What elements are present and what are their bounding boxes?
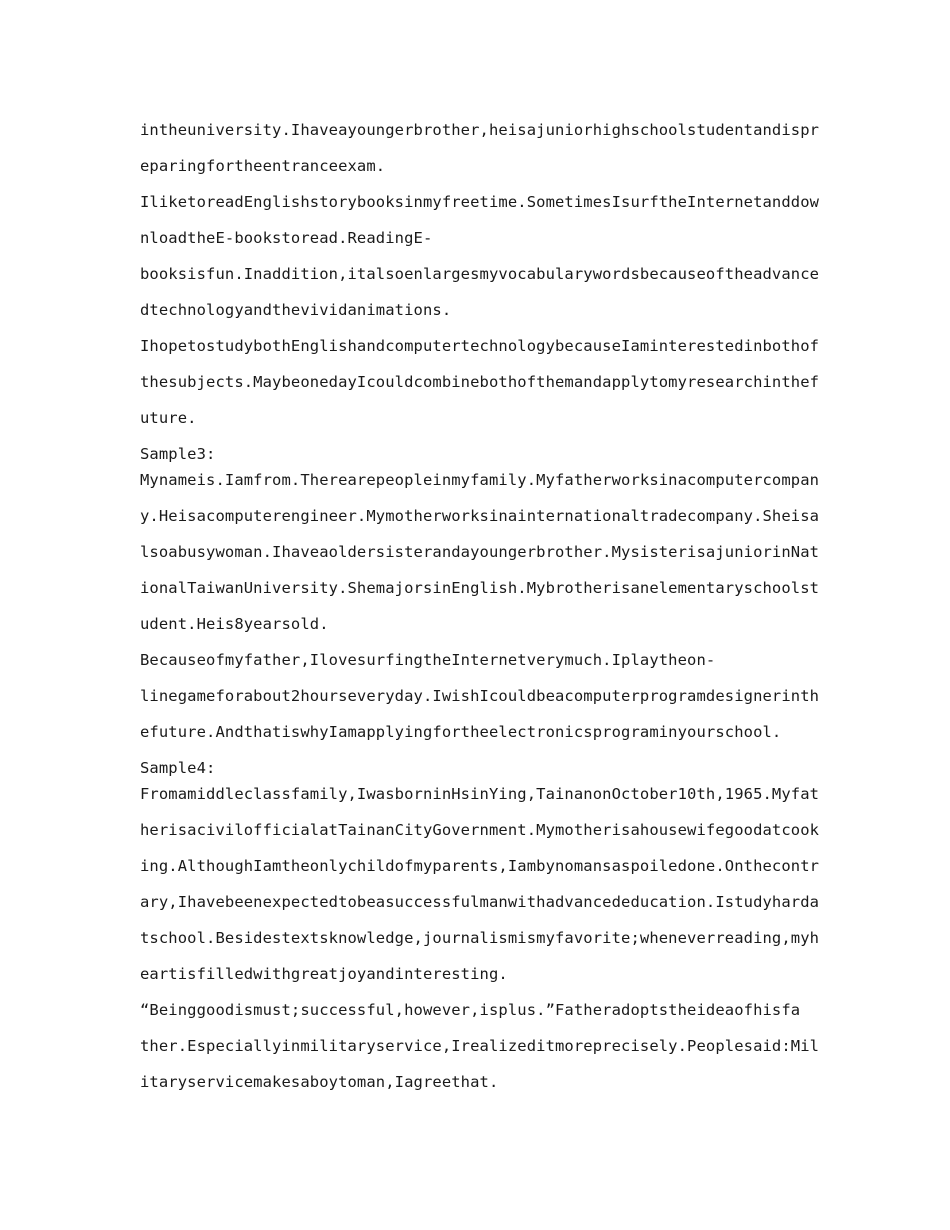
text-line: booksisfun.Inaddition,italsoenlargesmyvocabularywordsbecauseoftheadvance (140, 265, 820, 283)
text-line: intheuniversity.Ihaveayoungerbrother,heisajuniorhighschoolstudentandispr (140, 121, 820, 139)
text-line: y.Heisacomputerengineer.Mymotherworksinainternationaltradecompany.Sheisa (140, 507, 820, 525)
text-line: herisacivilofficialatTainanCityGovernment.Mymotherisahousewifegoodatcook (140, 821, 820, 839)
document-body (140, 118, 820, 1106)
text-line: thesubjects.MaybeonedayIcouldcombinebothofthemandapplytomyresearchinthef (140, 373, 820, 391)
text-line: Fromamiddleclassfamily,IwasborninHsinYing,TainanonOctober10th,1965.Myfat (140, 785, 820, 803)
text-line: uture. (140, 409, 197, 427)
text-line: dtechnologyandthevividanimations. (140, 301, 452, 319)
text-line: ing.AlthoughIamtheonlychildofmyparents,Iambynomansaspoiledone.Onthecontr (140, 857, 820, 875)
text-line: efuture.AndthatiswhyIamapplyingfortheelectronicsprograminyourschool. (140, 723, 782, 741)
text-line: itaryservicemakesaboytoman,Iagreethat. (140, 1073, 499, 1091)
text-line: udent.Heis8yearsold. (140, 615, 329, 633)
text-line: ary,Ihavebeenexpectedtobeasuccessfulmanwithadvancededucation.Istudyharda (140, 893, 820, 911)
text-line: tschool.Besidestextsknowledge,journalismismyfavorite;wheneverreading,myh (140, 929, 820, 947)
text-line: ther.Especiallyinmilitaryservice,Irealizeditmoreprecisely.Peoplesaid:Mil (140, 1037, 820, 1055)
section-heading: Sample4: (140, 759, 216, 777)
text-line: Becauseofmyfather,IlovesurfingtheInternetverymuch.Iplaytheon- (140, 651, 716, 669)
text-line: “Beinggoodismust;successful,however,isplus.”Fatheradoptstheideaofhisfa (140, 1001, 801, 1019)
text-line: IliketoreadEnglishstorybooksinmyfreetime.SometimesIsurftheInternetanddow (140, 193, 820, 211)
text-line: IhopetostudybothEnglishandcomputertechnologybecauseIaminterestedinbothof (140, 337, 820, 355)
text-line: lsoabusywoman.Ihaveaoldersisterandayoungerbrother.MysisterisajuniorinNat (140, 543, 820, 561)
text-line: eartisfilledwithgreatjoyandinteresting. (140, 965, 508, 983)
section-heading: Sample3: (140, 445, 216, 463)
text-line: Mynameis.Iamfrom.Therearepeopleinmyfamily.Myfatherworksinacomputercompan (140, 471, 820, 489)
text-line: eparingfortheentranceexam. (140, 157, 386, 175)
text-line: nloadtheE-bookstoread.ReadingE- (140, 229, 433, 247)
text-line: ionalTaiwanUniversity.ShemajorsinEnglish.Mybrotherisanelementaryschoolst (140, 579, 820, 597)
text-line: linegameforabout2hourseveryday.IwishIcouldbeacomputerprogramdesignerinth (140, 687, 820, 705)
